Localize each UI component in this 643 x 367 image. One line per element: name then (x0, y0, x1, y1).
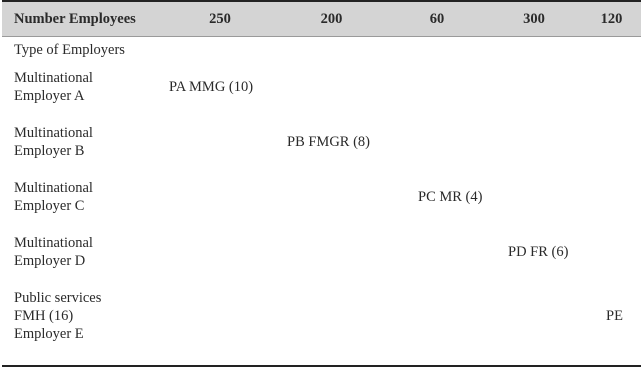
employer-c-label (2, 179, 165, 234)
employer-b-value: PB FMGR (8) (287, 134, 370, 150)
employer-d-label (2, 234, 165, 289)
header-60: 60 (388, 1, 486, 37)
empty-cell (388, 289, 486, 366)
employer-a-value: PA MMG (10) (169, 79, 254, 95)
empty-cell (165, 124, 275, 179)
header-250: 250 (165, 1, 275, 37)
empty-cell (275, 69, 388, 124)
table-header-row (2, 1, 641, 37)
empty-cell (582, 234, 641, 289)
employer-a-label (2, 69, 165, 124)
empty-cell (486, 289, 582, 366)
header-300: 300 (486, 1, 582, 37)
empty-cell (275, 179, 388, 234)
table-row-employer-a (2, 69, 641, 124)
employer-a-label-line2: Employer A (14, 88, 85, 104)
employer-d-value: PD FR (6) (508, 244, 569, 260)
empty-cell (388, 124, 486, 179)
empty-cell (275, 289, 388, 366)
table-row-type (2, 37, 641, 70)
employer-c-value: PC MR (4) (418, 189, 483, 205)
employer-a-label-line1: Multinational (14, 70, 93, 86)
table-row-employer-b (2, 124, 641, 179)
table-row-employer-d (2, 234, 641, 289)
header-120: 120 (582, 1, 641, 37)
employer-b-label-line1: Multinational (14, 125, 93, 141)
employer-d-label-line1: Multinational (14, 235, 93, 251)
employer-e-label (2, 289, 165, 366)
empty-cell (486, 179, 582, 234)
employer-e-label-line2: FMH (16) (14, 308, 74, 324)
employer-b-label-line2: Employer B (14, 143, 85, 159)
empty-cell (388, 69, 486, 124)
table-row-employer-c (2, 179, 641, 234)
empty-cell (165, 234, 275, 289)
empty-cell (165, 289, 275, 366)
empty-cell (582, 179, 641, 234)
employer-c-label-line1: Multinational (14, 180, 93, 196)
header-number-employees: Number Employees (2, 1, 165, 37)
empty-cell (165, 179, 275, 234)
employer-e-label-line3: Employer E (14, 326, 84, 342)
employer-e-value: PE (582, 289, 641, 366)
employer-c-label-line2: Employer C (14, 198, 85, 214)
empty-cell (388, 234, 486, 289)
employer-e-label-line1: Public services (14, 290, 102, 306)
header-200: 200 (275, 1, 388, 37)
employer-d-label-line2: Employer D (14, 253, 86, 269)
type-of-employers-label: Type of Employers (14, 42, 125, 58)
table-row-employer-e (2, 289, 641, 366)
employers-table (2, 0, 641, 367)
empty-cell (582, 69, 641, 124)
empty-cell (486, 69, 582, 124)
empty-cell (486, 124, 582, 179)
empty-cell (582, 124, 641, 179)
employer-b-label (2, 124, 165, 179)
empty-cell (275, 234, 388, 289)
